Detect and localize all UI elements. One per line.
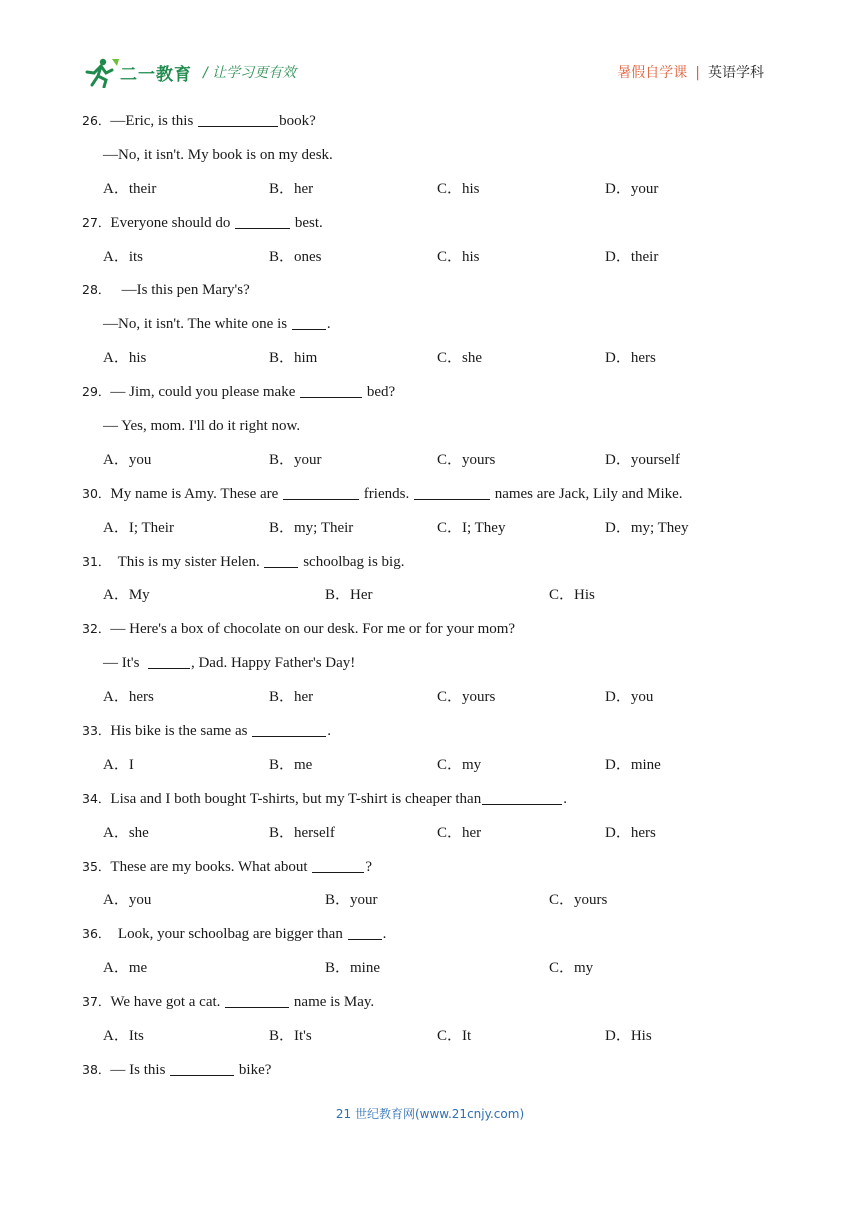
question-text: Everyone should do <box>110 214 235 231</box>
subject-label: 英语学科 <box>708 65 764 81</box>
question-text: . <box>382 926 387 943</box>
option-c: C．yours <box>437 451 496 468</box>
logo-text: 二一教育 <box>120 65 192 85</box>
option-d: D．your <box>605 180 659 197</box>
question-text: book? <box>279 113 316 129</box>
question-text: —Eric, is this <box>110 113 198 129</box>
question-text: schoolbag is big. <box>299 553 405 570</box>
question-number: 38． <box>82 1061 111 1077</box>
question-text: —No, it isn't. My book is on my desk. <box>103 146 333 163</box>
option-c: C．his <box>437 180 480 197</box>
option-a: A．me <box>103 960 148 977</box>
question-stem <box>82 854 772 888</box>
option-a: A．you <box>103 451 152 468</box>
options-row <box>82 887 772 921</box>
question-text: These are my books. What about <box>110 858 312 875</box>
question-stem <box>82 718 772 752</box>
option-a: A．its <box>103 248 144 265</box>
question-stem <box>82 210 772 244</box>
answer-blank <box>292 314 326 330</box>
option-b: B．herself <box>269 824 335 841</box>
header-separator: | <box>695 65 700 81</box>
option-d: D．His <box>605 1028 652 1045</box>
question-text: —Is this pen Mary's? <box>110 282 250 299</box>
option-d: D．yourself <box>605 451 680 468</box>
option-a: A．you <box>103 892 152 909</box>
option-b: B．me <box>269 756 313 773</box>
question-number: 26． <box>82 113 111 128</box>
question-stem <box>82 379 772 413</box>
question-text: We have got a cat. <box>110 994 225 1011</box>
question-stem <box>82 616 772 650</box>
question-text: , Dad. Happy Father's Day! <box>190 655 356 672</box>
options-row <box>82 820 772 854</box>
option-a: A．My <box>103 587 150 604</box>
answer-blank <box>414 484 490 500</box>
option-d: D．their <box>605 248 659 265</box>
slogan: / 让学习更有效 <box>203 65 297 81</box>
question-number: 28． <box>82 282 111 298</box>
question-text: This is my sister Helen. <box>110 553 264 570</box>
option-c: C．yours <box>437 689 496 706</box>
option-b: B．him <box>269 350 318 367</box>
option-b: B．your <box>325 892 378 909</box>
option-a: A．hers <box>103 689 154 706</box>
question-text: Look, your schoolbag are bigger than <box>110 926 347 943</box>
option-d: D．hers <box>605 350 656 367</box>
answer-blank <box>264 552 298 568</box>
option-d: D．hers <box>605 824 656 841</box>
answer-blank <box>198 111 278 127</box>
option-a: A．I <box>103 756 134 773</box>
page-header <box>0 0 860 100</box>
option-b: B．ones <box>269 248 322 265</box>
question-text: His bike is the same as <box>110 723 252 740</box>
answer-blank <box>300 382 362 398</box>
question-text: name is May. <box>290 994 375 1011</box>
course-label: 暑假自学课 <box>617 65 688 81</box>
option-b: B．Her <box>325 587 373 604</box>
question-text: bed? <box>363 384 396 401</box>
question-line <box>82 650 772 684</box>
answer-blank <box>235 213 290 229</box>
question-text: — Is this <box>110 1061 170 1078</box>
question-stem <box>82 1057 772 1091</box>
question-text: best. <box>291 214 323 231</box>
question-number: 36． <box>82 926 111 942</box>
runner-icon <box>82 56 120 88</box>
option-b: B．It's <box>269 1028 312 1045</box>
question-line <box>82 142 772 176</box>
question-stem <box>82 108 772 142</box>
question-text: — Jim, could you please make <box>110 384 300 401</box>
question-stem <box>82 921 772 955</box>
answer-blank <box>312 857 364 873</box>
option-d: D．my; They <box>605 519 689 536</box>
answer-blank <box>348 924 382 940</box>
options-row <box>82 176 772 210</box>
option-c: C．I; They <box>437 519 506 536</box>
option-d: D．mine <box>605 756 661 773</box>
answer-blank <box>170 1060 234 1076</box>
question-line <box>82 311 772 345</box>
question-text: bike? <box>235 1061 272 1078</box>
question-text: names are Jack, Lily and Mike. <box>490 485 683 502</box>
option-b: B．her <box>269 689 314 706</box>
options-row <box>82 447 772 481</box>
option-b: B．mine <box>325 960 380 977</box>
question-number: 27． <box>82 214 111 230</box>
option-a: A．Its <box>103 1028 144 1045</box>
answer-blank <box>148 653 190 669</box>
footer-source: 21 世纪教育网(www.21cnjy.com) <box>335 1107 525 1121</box>
option-c: C．His <box>549 587 595 604</box>
question-text: — It's <box>103 655 147 672</box>
option-c: C．she <box>437 350 483 367</box>
question-text: . <box>326 316 331 333</box>
option-c: C．my <box>549 960 594 977</box>
question-stem <box>82 549 772 583</box>
options-row <box>82 582 772 616</box>
option-b: B．my; Their <box>269 519 354 536</box>
question-stem <box>82 277 772 311</box>
course-subject <box>617 62 764 82</box>
options-row <box>82 244 772 278</box>
options-row <box>82 515 772 549</box>
question-line <box>82 413 772 447</box>
question-text: . <box>563 790 567 807</box>
option-a: A．she <box>103 824 149 841</box>
question-number: 33． <box>82 723 111 739</box>
answer-blank <box>482 789 562 805</box>
question-stem <box>82 989 772 1023</box>
option-a: A．their <box>103 180 157 197</box>
options-row <box>82 955 772 989</box>
option-b: B．your <box>269 451 322 468</box>
option-c: C．my <box>437 756 482 773</box>
option-a: A．his <box>103 350 147 367</box>
question-stem <box>82 481 772 515</box>
question-number: 32． <box>82 621 111 637</box>
question-text: ? <box>365 858 372 875</box>
question-number: 35． <box>82 858 111 874</box>
options-row <box>82 684 772 718</box>
answer-blank <box>225 992 289 1008</box>
option-d: D．you <box>605 689 654 706</box>
question-list <box>82 108 772 1091</box>
question-text: friends. <box>360 485 413 502</box>
option-c: C．his <box>437 248 480 265</box>
logo <box>82 56 192 90</box>
question-text: — Here's a box of chocolate on our desk. For me or for your mom? <box>110 621 516 638</box>
answer-blank <box>252 721 326 737</box>
question-text: . <box>327 723 331 740</box>
question-stem <box>82 786 772 820</box>
answer-blank <box>283 484 359 500</box>
question-number: 37． <box>82 994 111 1010</box>
question-text: —No, it isn't. The white one is <box>103 316 291 333</box>
option-c: C．yours <box>549 892 608 909</box>
question-number: 31． <box>82 553 111 569</box>
options-row <box>82 1023 772 1057</box>
option-b: B．her <box>269 180 314 197</box>
question-number: 30． <box>82 485 111 501</box>
question-text: My name is Amy. These are <box>110 485 283 502</box>
option-c: C．It <box>437 1028 472 1045</box>
question-text: Lisa and I both bought T-shirts, but my T-shirt is cheaper than <box>110 790 482 807</box>
option-c: C．her <box>437 824 482 841</box>
question-text: — Yes, mom. I'll do it right now. <box>103 418 301 435</box>
option-a: A．I; Their <box>103 519 174 536</box>
question-number: 29． <box>82 384 111 400</box>
options-row <box>82 752 772 786</box>
question-number: 34． <box>82 790 111 806</box>
options-row <box>82 345 772 379</box>
